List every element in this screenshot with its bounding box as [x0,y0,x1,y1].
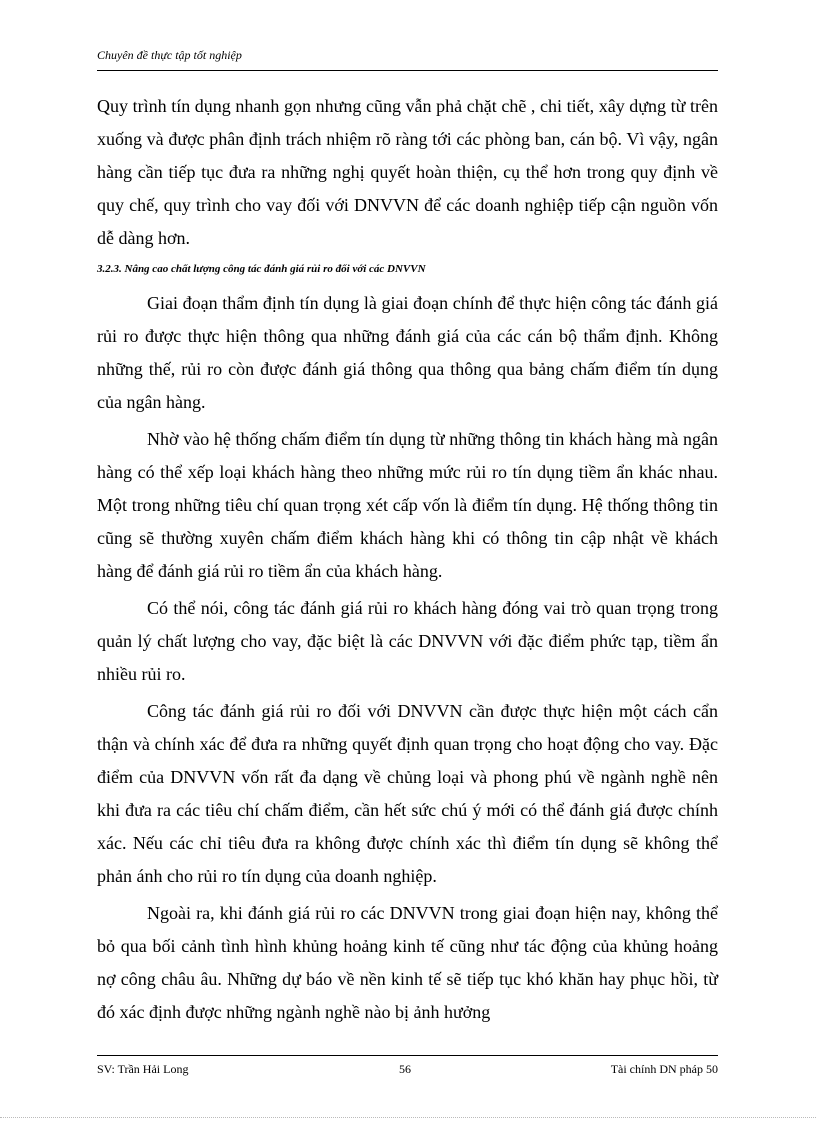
page-number: 56 [399,1062,411,1076]
paragraph-4: Có thể nói, công tác đánh giá rủi ro khách hàng đóng vai trò quan trọng trong quản lý chất lượng cho vay, đặc biệt là các DNVVN với đặc điểm phức tạp, tiềm ẩn nhiều rủi ro. [97,598,718,684]
document-body [97,90,718,1033]
paragraph-1: Quy trình tín dụng nhanh gọn nhưng cũng vẫn phả chặt chẽ , chi tiết, xây dựng từ trên xuống và được phân định trách nhiệm rõ ràng tới các phòng ban, cán bộ. Vì vậy, ngân hàng cần tiếp tục đưa ra những nghị quyết hoàn thiện, cụ thể hơn trong quy định về quy chế, quy trình cho vay đối với DNVVN để các doanh nghiệp tiếp cận nguồn vốn dễ dàng hơn. [97,96,718,248]
header-rule [97,70,718,71]
footer-student: SV: Trần Hải Long [97,1062,189,1076]
footer [97,1062,718,1077]
paragraph-2: Giai đoạn thẩm định tín dụng là giai đoạn chính để thực hiện công tác đánh giá rủi ro được thực hiện thông qua những đánh giá của các cán bộ thẩm định. Không những thế, rủi ro còn được đánh giá thông qua thông qua bảng chấm điểm tín dụng của ngân hàng. [97,293,718,412]
footer-class: Tài chính DN pháp 50 [610,1062,718,1076]
running-header: Chuyên đề thực tập tốt nghiệp [97,48,242,62]
footer-rule [97,1055,718,1056]
paragraph-3: Nhờ vào hệ thống chấm điểm tín dụng từ những thông tin khách hàng mà ngân hàng có thể xếp loại khách hàng theo những mức rủi ro tín dụng tiềm ẩn khác nhau. Một trong những tiêu chí quan trọng xét cấp vốn là điểm tín dụng. Hệ thống thông tin cũng sẽ thường xuyên chấm điểm khách hàng khi có thông tin cập nhật về khách hàng để đánh giá rủi ro tiềm ẩn của khách hàng. [97,429,718,581]
page-edge [0,1117,816,1118]
paragraph-6: Ngoài ra, khi đánh giá rủi ro các DNVVN trong giai đoạn hiện nay, không thể bỏ qua bối cảnh tình hình khủng hoảng kinh tế cũng như tác động của khủng hoảng nợ công châu âu. Những dự báo về nền kinh tế sẽ tiếp tục khó khăn hay phục hồi, từ đó xác định được những ngành nghề nào bị ảnh hưởng [97,903,718,1022]
section-heading: 3.2.3. Nâng cao chất lượng công tác đánh giá rủi ro đối với các DNVVN [97,263,426,275]
paragraph-5: Công tác đánh giá rủi ro đối với DNVVN cần được thực hiện một cách cẩn thận và chính xác để đưa ra những quyết định quan trọng cho hoạt động cho vay. Đặc điểm của DNVVN vốn rất đa dạng về chủng loại và phong phú về ngành nghề nên khi đưa ra các tiêu chí chấm điểm, cần hết sức chú ý mới có thể đánh giá được chính xác. Nếu các chỉ tiêu đưa ra không được chính xác thì điểm tín dụng sẽ không thể phản ánh cho rủi ro tín dụng của doanh nghiệp. [97,701,718,886]
